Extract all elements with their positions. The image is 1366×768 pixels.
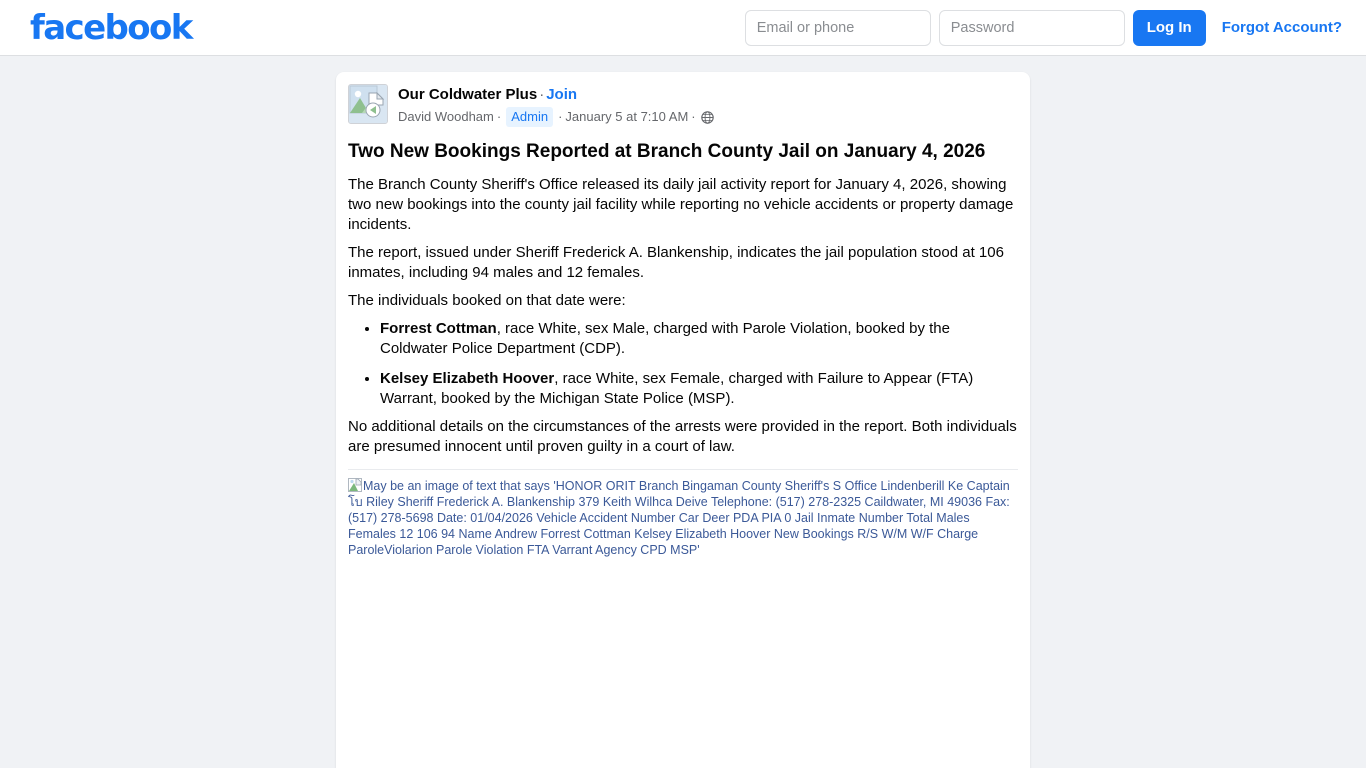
bookings-list (348, 319, 1018, 409)
broken-image-alt-text (348, 478, 1018, 558)
booking-name: Forrest Cottman (380, 320, 497, 337)
list-item (380, 369, 1018, 409)
post-timestamp[interactable]: January 5 at 7:10 AM (565, 109, 689, 124)
post-paragraph-3: The individuals booked on that date were: (348, 292, 626, 309)
log-in-button[interactable]: Log In (1133, 10, 1206, 46)
password-input[interactable] (939, 10, 1125, 46)
forgot-account-link[interactable]: Forgot Account? (1221, 19, 1342, 36)
booking-name: Kelsey Elizabeth Hoover (380, 370, 555, 387)
facebook-logo[interactable]: facebook (30, 7, 192, 48)
post-closing-paragraph: No additional details on the circumstances of the arrests were provided in the report. Both individuals are presumed innocent until proven guilty in a court of law. (348, 418, 1017, 455)
post-paragraph-2: The report, issued under Sheriff Frederick A. Blankenship, indicates the jail population stood at 106 inmates, including 94 males and 12 females. (348, 244, 1004, 281)
separator-dot: · (539, 86, 545, 103)
list-item (380, 319, 1018, 359)
separator-dot: · (691, 109, 696, 124)
separator-dot: · (558, 109, 563, 124)
join-group-link[interactable]: Join (546, 86, 578, 103)
post-body (336, 127, 1030, 558)
facebook-top-bar (0, 0, 1366, 56)
separator-dot: · (496, 109, 502, 124)
post-attachment[interactable] (348, 469, 1018, 558)
globe-icon[interactable] (701, 111, 714, 124)
post-paragraph-1: The Branch County Sheriff's Office released its daily jail activity report for January 4, 2026, showing two new bookings into the county jail facility while reporting no vehicle accidents or property damage incidents. (348, 176, 1014, 233)
broken-image-icon[interactable] (348, 84, 388, 124)
post-title: Two New Bookings Reported at Branch County Jail on January 4, 2026 (348, 141, 986, 162)
post-header-line-one (398, 85, 714, 105)
email-or-phone-input[interactable] (745, 10, 931, 46)
alt-text-content: May be an image of text that says 'HONOR ORIT Branch Bingaman County Sheriff's S Office Lindenberill Ke Captain โบ Riley Sheriff Frederick A. Blankenship 379 Keith Wilhca Deive Telephone: (517) 278-2325 Caildwater, MI 49036 Fax: (517) 278-5698 Date: 01/04/2026 Vehicle Accident Number Car Deer PDA PIA 0 Jail Inmate Number Total Males Females 12 106 94 Name Andrew Forrest Cottman Kelsey Elizabeth Hoover New Bookings R/S W/M W/F Charge ParoleViolarion Parole Violation FTA Varrant Agency CPD MSP' (348, 479, 1010, 557)
author-name-link[interactable]: David Woodham (398, 109, 494, 124)
post-header-text (398, 84, 714, 127)
admin-badge[interactable]: Admin (506, 107, 553, 127)
page-body (0, 56, 1366, 768)
post-card (336, 72, 1030, 768)
login-form (745, 10, 1342, 46)
booking-detail: , race White, sex Female, charged with Failure to Appear (FTA) Warrant, booked by the Michigan State Police (MSP). (380, 370, 974, 407)
post-header-line-two (398, 107, 714, 127)
booking-detail: , race White, sex Male, charged with Parole Violation, booked by the Coldwater Police Department (CDP). (380, 320, 950, 357)
group-name-link[interactable]: Our Coldwater Plus (398, 86, 538, 103)
broken-image-icon (348, 478, 362, 492)
post-header (336, 72, 1030, 127)
